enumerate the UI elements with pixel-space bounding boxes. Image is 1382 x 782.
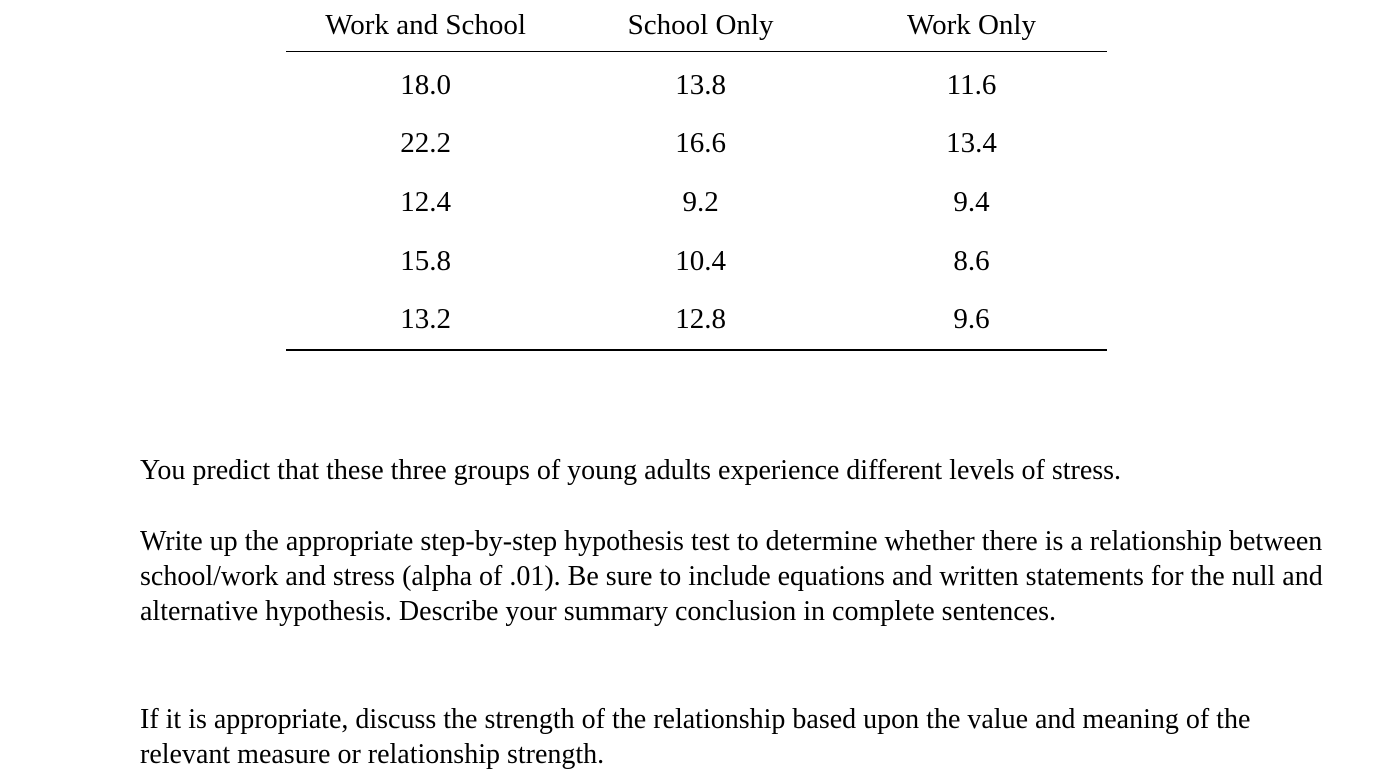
header-school-only: School Only — [565, 0, 836, 52]
table-row — [286, 115, 1107, 174]
table-cell: 15.8 — [400, 244, 451, 277]
table-cell: 13.8 — [675, 68, 726, 101]
table-cell: 9.4 — [953, 185, 990, 218]
prediction-paragraph: You predict that these three groups of young adults experience different levels of stress. — [140, 455, 1122, 486]
table-cell: 10.4 — [675, 244, 726, 277]
table-header-row — [286, 0, 1107, 52]
table-cell: 12.4 — [400, 185, 451, 218]
table-cell: 9.6 — [836, 290, 1107, 350]
strength-paragraph: If it is appropriate, discuss the strength of the relationship based upon the value and meaning of the relevant measure or relationship strength. — [140, 704, 1251, 770]
table-row — [286, 173, 1107, 232]
table-cell: 9.2 — [682, 185, 719, 218]
table-cell: 12.8 — [565, 290, 836, 350]
table-cell: 18.0 — [400, 68, 451, 101]
header-work-and-school: Work and School — [286, 0, 565, 52]
table-row — [286, 290, 1107, 350]
instructions-paragraph: Write up the appropriate step-by-step hypothesis test to determine whether there is a relationship between school/work and stress (alpha of .01). Be sure to include equations and written statements for the null and alternative hypothesis. Describe your summary conclusion in complete sentences. — [140, 526, 1323, 627]
header-work-only: Work Only — [836, 0, 1107, 52]
table-row — [286, 52, 1107, 115]
table-row — [286, 232, 1107, 291]
table-cell: 8.6 — [953, 244, 990, 277]
table-cell: 11.6 — [946, 68, 997, 101]
stress-data-table — [286, 0, 1107, 351]
table-cell: 13.4 — [946, 127, 997, 160]
table-cell: 22.2 — [400, 127, 451, 160]
table-cell: 16.6 — [675, 127, 726, 160]
table-cell: 13.2 — [286, 290, 565, 350]
